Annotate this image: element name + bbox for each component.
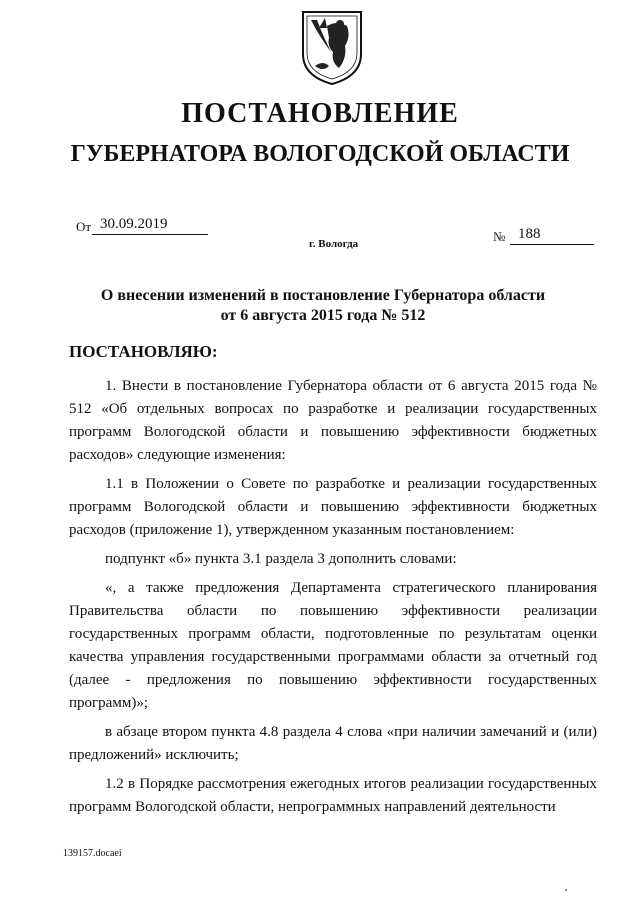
document-body [69, 375, 597, 825]
coat-of-arms-emblem [297, 6, 367, 86]
document-date: 30.09.2019 [92, 214, 208, 235]
document-subject [88, 286, 558, 326]
document-subject-line-2: от 6 августа 2015 года № 512 [220, 307, 426, 324]
paragraph: 1. Внести в постановление Губернатора области от 6 августа 2015 года № 512 «Об отдельных вопросах по разработке и реализации государственных программ Вологодской области и повышению эффективности бюджетных расходов» следующие изменения: [69, 378, 597, 463]
file-reference: 139157.docaei [63, 848, 122, 859]
date-prefix: От [76, 219, 92, 234]
paragraph: в абзаце втором пункта 4.8 раздела 4 слова «при наличии замечаний и (или) предложений» исключить; [69, 724, 597, 763]
number-prefix: № [493, 229, 506, 244]
document-subject-line-1: О внесении изменений в постановление Губернатора области [100, 287, 546, 304]
paragraph: 1.1 в Положении о Совете по разработке и реализации государственных программ Вологодской области и повышению эффективности бюджетных расходов (приложение 1), утвержденном указанным постановлением: [69, 476, 597, 538]
document-type-title: ПОСТАНОВЛЕНИЕ [181, 98, 459, 129]
scan-artifact [565, 889, 567, 891]
city-label: г. Вологда [309, 238, 359, 250]
decree-heading: ПОСТАНОВЛЯЮ: [69, 342, 218, 361]
paragraph: 1.2 в Порядке рассмотрения ежегодных итогов реализации государственных программ Вологодской области, непрограммных направлений деятельности [69, 776, 597, 815]
issuer-title: ГУБЕРНАТОРА ВОЛОГОДСКОЙ ОБЛАСТИ [70, 141, 570, 167]
document-number: 188 [510, 224, 594, 245]
paragraph: «, а также предложения Департамента стратегического планирования Правительства области по повышению эффективности реализации государственных программ области, подготовленные по результатам оценки качества управления государственными программами области за отчетный год (далее - предложения по повышению эффективности государственных программ)»; [69, 580, 597, 711]
paragraph: подпункт «б» пункта 3.1 раздела 3 дополнить словами: [105, 551, 457, 567]
